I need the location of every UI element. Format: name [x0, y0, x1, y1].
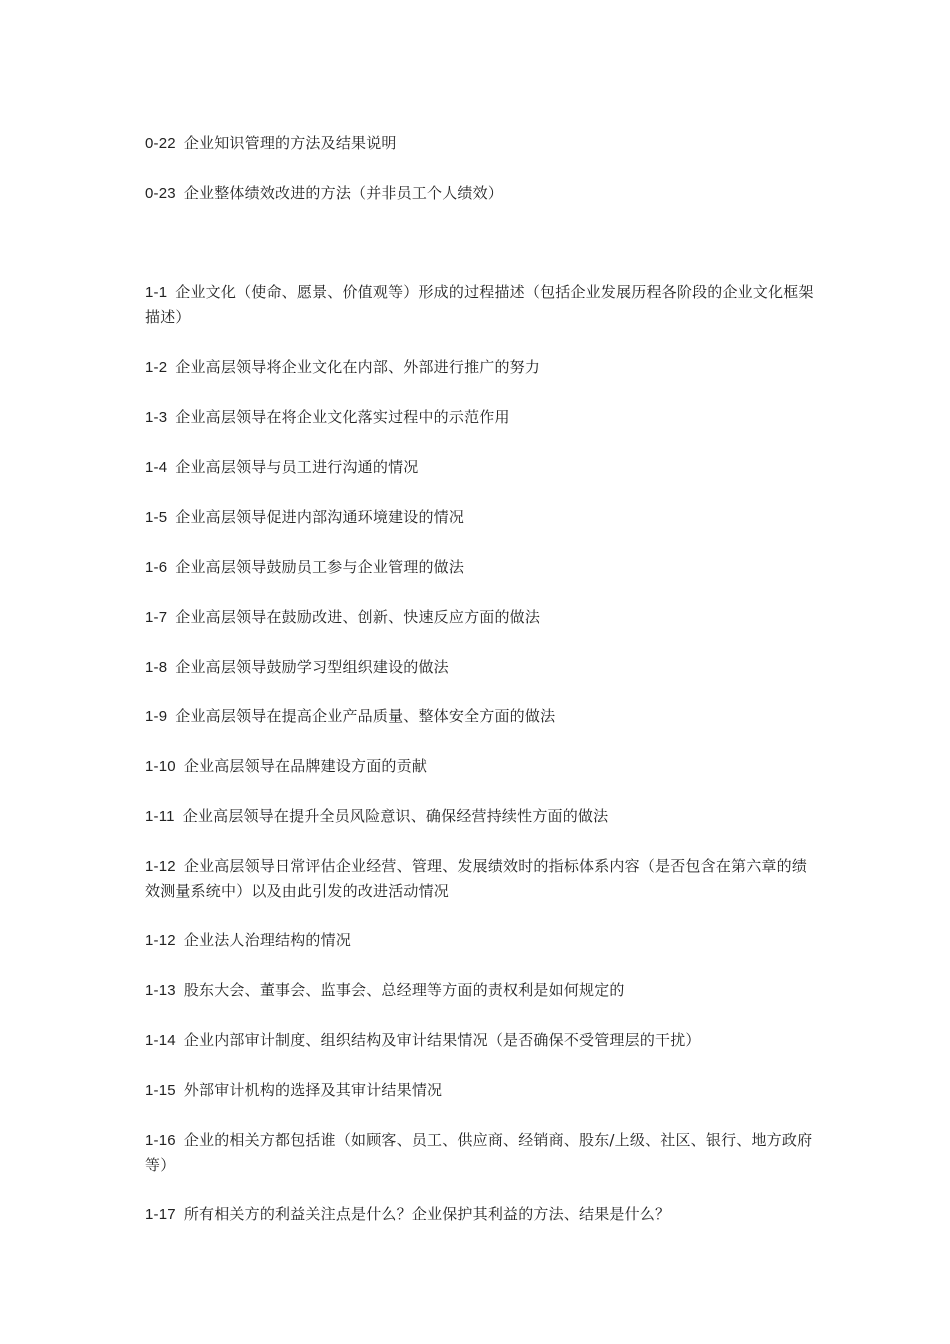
item-number: 1-4: [145, 459, 168, 476]
item-number: 1-15: [145, 1082, 176, 1099]
item-1-15: [145, 1078, 815, 1103]
item-number: 1-9: [145, 708, 168, 725]
item-number: 1-3: [145, 409, 168, 426]
item-1-17: [145, 1202, 815, 1227]
item-1-5: [145, 505, 815, 530]
item-number: 1-10: [145, 758, 176, 775]
item-0-23: [145, 181, 815, 206]
item-number: 0-22: [145, 135, 176, 152]
item-text: 企业整体绩效改进的方法（并非员工个人绩效）: [183, 184, 504, 202]
item-text: 企业高层领导在鼓励改进、创新、快速反应方面的做法: [175, 608, 541, 626]
item-number: 1-2: [145, 359, 168, 376]
item-text: 企业知识管理的方法及结果说明: [183, 134, 397, 152]
item-text: 企业法人治理结构的情况: [183, 931, 352, 949]
item-text: 股东大会、董事会、监事会、总经理等方面的责权利是如何规定的: [183, 981, 625, 999]
item-text: 企业高层领导鼓励员工参与企业管理的做法: [175, 558, 465, 576]
item-number: 1-14: [145, 1032, 176, 1049]
item-number: 1-11: [145, 808, 175, 825]
item-number: 1-12: [145, 858, 176, 875]
item-1-2: [145, 355, 815, 380]
item-1-7: [145, 605, 815, 630]
item-text: 企业高层领导在将企业文化落实过程中的示范作用: [175, 408, 510, 426]
item-1-3: [145, 405, 815, 430]
item-text: 企业高层领导将企业文化在内部、外部进行推广的努力: [175, 358, 541, 376]
item-text: 企业高层领导鼓励学习型组织建设的做法: [175, 658, 449, 676]
item-text: 企业高层领导与员工进行沟通的情况: [175, 458, 419, 476]
item-1-16: [145, 1128, 815, 1178]
item-text: 企业高层领导在品牌建设方面的贡献: [183, 757, 428, 775]
item-number: 0-23: [145, 185, 176, 202]
item-number: 1-17: [145, 1206, 176, 1223]
item-text: 所有相关方的利益关注点是什么？企业保护其利益的方法、结果是什么？: [183, 1205, 671, 1223]
item-1-6: [145, 555, 815, 580]
item-text: 企业文化（使命、愿景、价值观等）形成的过程描述（包括企业发展历程各阶段的企业文化框架描述）: [145, 283, 814, 326]
item-text: 企业高层领导促进内部沟通环境建设的情况: [175, 508, 465, 526]
item-text: 外部审计机构的选择及其审计结果情况: [183, 1081, 443, 1099]
item-1-13: [145, 978, 815, 1003]
item-1-12b: [145, 928, 815, 953]
item-1-4: [145, 455, 815, 480]
item-text: 企业内部审计制度、组织结构及审计结果情况（是否确保不受管理层的干扰）: [183, 1031, 701, 1049]
item-1-8: [145, 655, 815, 680]
item-number: 1-12: [145, 932, 176, 949]
item-1-1: [145, 280, 815, 330]
item-1-10: [145, 754, 815, 779]
item-1-14: [145, 1028, 815, 1053]
item-number: 1-5: [145, 509, 168, 526]
item-number: 1-7: [145, 609, 168, 626]
item-text: 企业高层领导日常评估企业经营、管理、发展绩效时的指标体系内容（是否包含在第六章的绩效测量系统中）以及由此引发的改进活动情况: [145, 857, 808, 900]
item-text: 企业的相关方都包括谁（如顾客、员工、供应商、经销商、股东/上级、社区、银行、地方政府等）: [145, 1131, 813, 1174]
item-number: 1-13: [145, 982, 176, 999]
item-number: 1-16: [145, 1132, 176, 1149]
item-1-11: [145, 804, 815, 829]
item-number: 1-6: [145, 559, 168, 576]
item-1-12: [145, 854, 815, 904]
item-text: 企业高层领导在提升全员风险意识、确保经营持续性方面的做法: [182, 807, 609, 825]
item-number: 1-8: [145, 659, 168, 676]
item-text: 企业高层领导在提高企业产品质量、整体安全方面的做法: [175, 707, 556, 725]
item-0-22: [145, 131, 815, 156]
item-number: 1-1: [145, 284, 168, 301]
item-1-9: [145, 704, 815, 729]
